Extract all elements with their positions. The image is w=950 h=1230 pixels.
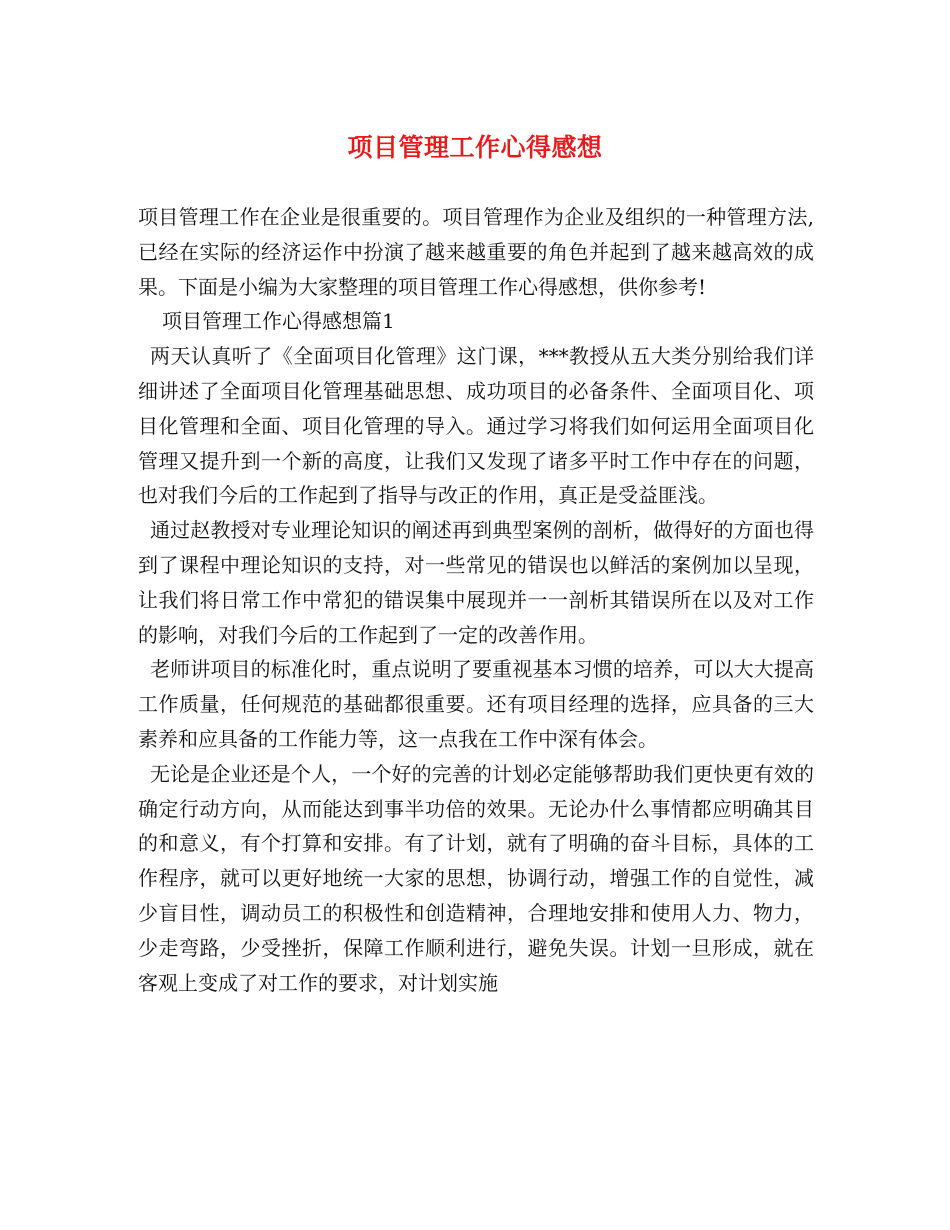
paragraph-1: 两天认真听了《全面项目化管理》这门课，***教授从五大类分别给我们详细讲述了全面项目化管理基础思想、成功项目的必备条件、全面项目化、项目化管理和全面、项目化管理的导入。通过学习将我们如何运用全面项目化管理又提升到一个新的高度，让我们又发现了诸多平时工作中存在的问题，也对我们今后的工作起到了指导与改正的作用，真正是受益匪浅。: [138, 344, 814, 508]
document-body: [138, 200, 814, 1000]
section-heading: 项目管理工作心得感想篇1: [162, 309, 395, 334]
paragraph-3: 老师讲项目的标准化时，重点说明了要重视基本习惯的培养，可以大大提高工作质量，任何规范的基础都很重要。还有项目经理的选择，应具备的三大素养和应具备的工作能力等，这一点我在工作中深有体会。: [138, 657, 814, 751]
paragraph-2: 通过赵教授对专业理论知识的阐述再到典型案例的剖析，做得好的方面也得到了课程中理论知识的支持，对一些常见的错误也以鲜活的案例加以呈现，让我们将日常工作中常犯的错误集中展现并一一剖析其错误所在以及对工作的影响，对我们今后的工作起到了一定的改善作用。: [138, 518, 814, 647]
paragraph-4: 无论是企业还是个人，一个好的完善的计划必定能够帮助我们更快更有效的确定行动方向，从而能达到事半功倍的效果。无论办什么事情都应明确其目的和意义，有个打算和安排。有了计划，就有了明确的奋斗目标，具体的工作程序，就可以更好地统一大家的思想，协调行动，增强工作的自觉性，减少盲目性，调动员工的积极性和创造精神，合理地安排和使用人力、物力，少走弯路，少受挫折，保障工作顺利进行，避免失误。计划一旦形成，就在客观上变成了对工作的要求，对计划实施: [138, 761, 814, 995]
document-title: 项目管理工作心得感想: [347, 133, 603, 162]
paragraph-intro: 项目管理工作在企业是很重要的。项目管理作为企业及组织的一种管理方法,已经在实际的经济运作中扮演了越来越重要的角色并起到了越来越高效的成果。下面是小编为大家整理的项目管理工作心得感想，供你参考!: [138, 205, 814, 299]
